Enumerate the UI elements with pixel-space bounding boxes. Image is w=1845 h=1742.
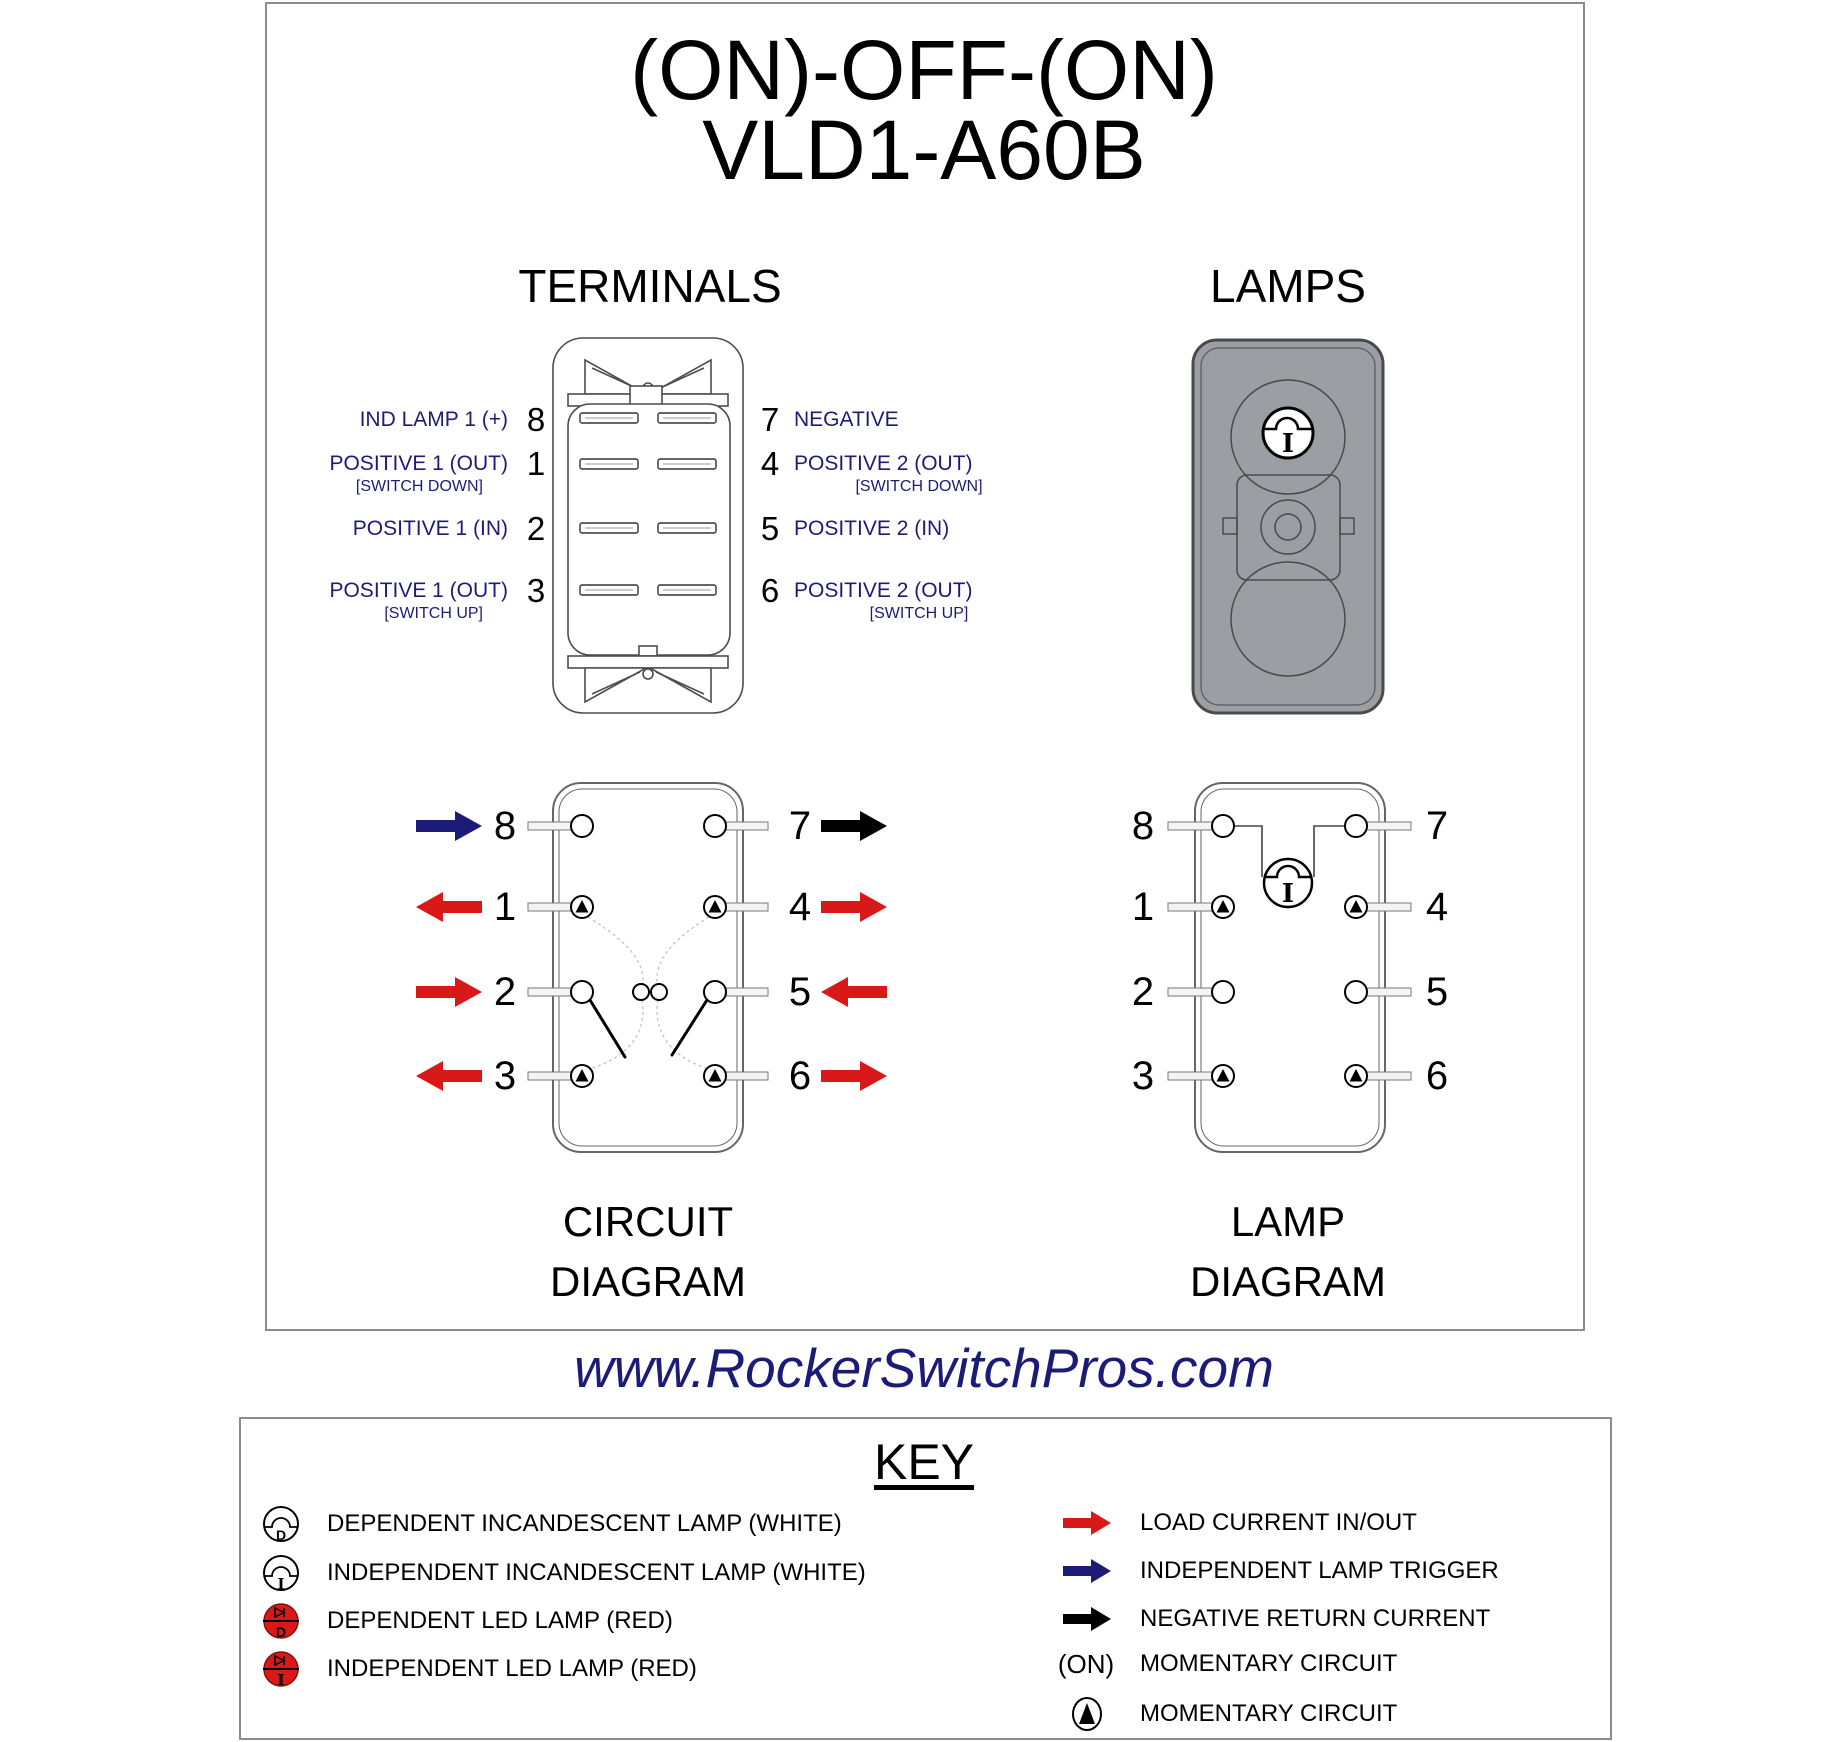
terminal-label-3: POSITIVE 1 (OUT) [SWITCH UP] (329, 579, 508, 622)
negative-return-arrow-icon (1063, 1607, 1111, 1631)
pin-number: 5 (788, 970, 812, 1014)
pin-number: 6 (1425, 1054, 1449, 1098)
terminals-switch-rear-icon (553, 338, 743, 713)
load-current-arrow-icon (416, 977, 482, 1007)
terminal-number: 5 (760, 510, 780, 547)
svg-text:D: D (275, 1527, 287, 1543)
pin-number: 3 (493, 1054, 517, 1098)
pin-number: 2 (1131, 970, 1155, 1014)
load-current-arrow-icon (416, 1061, 482, 1091)
dependent-incandescent-lamp-icon (264, 1507, 298, 1543)
svg-text:I: I (1281, 429, 1295, 459)
independent-lamp-icon (1263, 408, 1313, 459)
key-title: KEY (873, 1434, 975, 1490)
independent-lamp-trigger-arrow-icon (416, 811, 482, 841)
independent-incandescent-lamp-icon (264, 1556, 298, 1593)
dependent-led-lamp-icon (263, 1604, 299, 1640)
circuit-caption: CIRCUIT DIAGRAM (549, 1198, 746, 1305)
pin-number: 7 (1425, 804, 1449, 848)
terminal-number: 4 (760, 445, 780, 482)
pin-number: 4 (788, 885, 812, 929)
key-item-label: MOMENTARY CIRCUIT (1140, 1700, 1398, 1727)
svg-text:I: I (277, 1671, 285, 1689)
momentary-on-symbol: (ON) (1057, 1649, 1115, 1679)
lamp-diagram-art (1168, 783, 1411, 1152)
terminal-label-5: POSITIVE 2 (IN) (794, 517, 950, 540)
pin-number: 4 (1425, 885, 1449, 929)
terminals-heading: TERMINALS (518, 260, 782, 312)
independent-lamp-trigger-arrow-icon (1063, 1559, 1111, 1583)
svg-text:I: I (277, 1575, 285, 1593)
pin-number: 8 (1131, 804, 1155, 848)
terminal-label-8: IND LAMP 1 (+) (359, 408, 508, 431)
key-item-label: INDEPENDENT LAMP TRIGGER (1140, 1557, 1499, 1584)
terminal-number: 7 (760, 401, 780, 438)
pin-number: 3 (1131, 1054, 1155, 1098)
load-current-arrow-icon (416, 892, 482, 922)
load-current-arrow-icon (1063, 1511, 1111, 1535)
load-current-arrow-icon (821, 1061, 887, 1091)
pin-number: 1 (1131, 885, 1155, 929)
model-number: VLD1-A60B (702, 103, 1146, 197)
pin-number: 2 (493, 970, 517, 1014)
key-item-label: DEPENDENT INCANDESCENT LAMP (WHITE) (327, 1510, 842, 1537)
page-title-line1: (ON)-OFF-(ON) (630, 23, 1218, 117)
lamps-heading: LAMPS (1210, 260, 1366, 312)
terminal-label-7: NEGATIVE (794, 408, 899, 431)
independent-lamp-icon (1264, 859, 1312, 909)
key-item-label: DEPENDENT LED LAMP (RED) (327, 1607, 673, 1634)
rocker-actuator-icon (1193, 340, 1383, 713)
terminal-number: 6 (760, 572, 780, 609)
svg-text:D: D (275, 1624, 287, 1640)
key-item-label: INDEPENDENT INCANDESCENT LAMP (WHITE) (327, 1559, 866, 1586)
key-item-label: MOMENTARY CIRCUIT (1140, 1650, 1398, 1677)
momentary-circuit-icon (1073, 1698, 1101, 1730)
terminal-number: 2 (526, 510, 546, 547)
pin-number: 7 (788, 804, 812, 848)
negative-return-arrow-icon (821, 811, 887, 841)
load-current-arrow-icon (821, 892, 887, 922)
terminal-label-2: POSITIVE 1 (IN) (352, 517, 508, 540)
key-item-label: NEGATIVE RETURN CURRENT (1140, 1605, 1491, 1632)
terminal-label-6: POSITIVE 2 (OUT) [SWITCH UP] (794, 579, 973, 622)
pin-number: 1 (493, 885, 517, 929)
terminal-label-4: POSITIVE 2 (OUT) [SWITCH DOWN] (794, 452, 983, 495)
terminal-number: 8 (526, 401, 546, 438)
independent-led-lamp-icon (263, 1652, 299, 1689)
lamp-caption: LAMP DIAGRAM (1189, 1198, 1386, 1305)
terminal-label-1: POSITIVE 1 (OUT) [SWITCH DOWN] (329, 452, 508, 495)
key-item-label: LOAD CURRENT IN/OUT (1140, 1509, 1417, 1536)
pin-number: 5 (1425, 970, 1449, 1014)
website-url[interactable]: www.RockerSwitchPros.com (574, 1337, 1274, 1399)
key-item-label: INDEPENDENT LED LAMP (RED) (327, 1655, 697, 1682)
terminal-number: 1 (526, 445, 546, 482)
load-current-arrow-icon (821, 977, 887, 1007)
svg-text:I: I (1281, 879, 1295, 909)
pin-number: 8 (493, 804, 517, 848)
pin-number: 6 (788, 1054, 812, 1098)
terminal-number: 3 (526, 572, 546, 609)
